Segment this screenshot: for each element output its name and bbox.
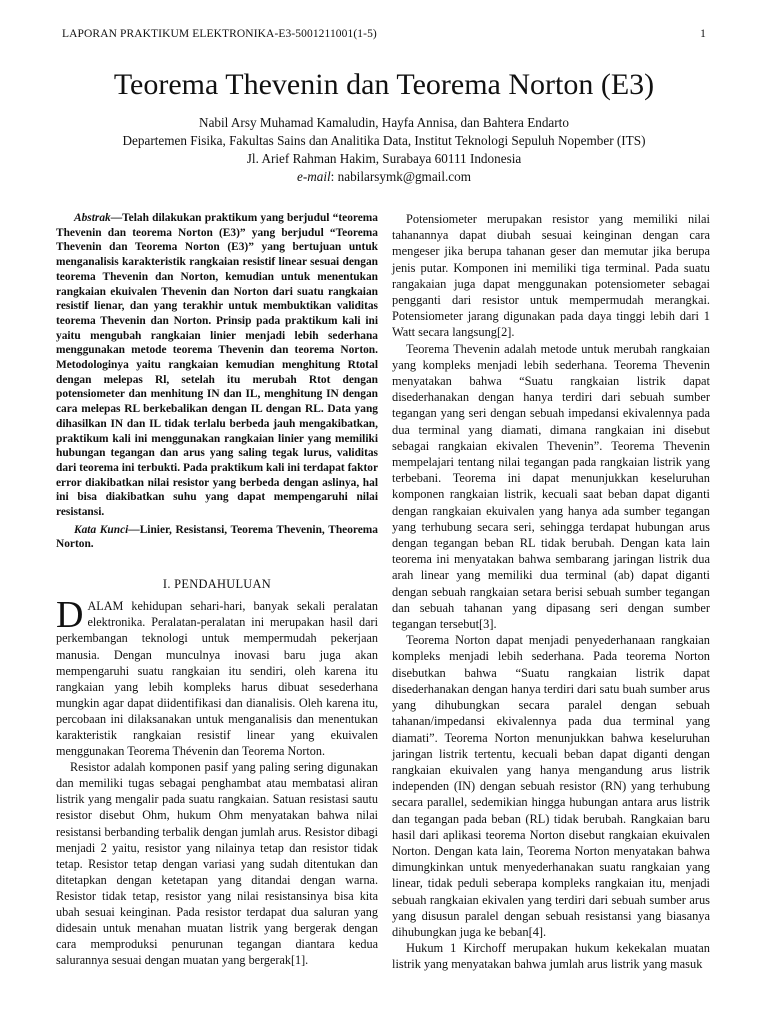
author-block bbox=[0, 114, 768, 186]
kirchoff-paragraph: Hukum 1 Kirchoff merupakan hukum kekekalan muatan listrik yang menyatakan bahwa jumlah arus listrik yang masuk bbox=[392, 941, 710, 972]
author-names: Nabil Arsy Muhamad Kamaludin, Hayfa Annisa, dan Bahtera Endarto bbox=[199, 115, 569, 130]
left-column bbox=[56, 211, 378, 968]
keywords-text: —Linier, Resistansi, Teorema Thevenin, Theorema Norton. bbox=[56, 523, 378, 551]
keywords-lead: Kata Kunci bbox=[74, 523, 129, 536]
abstract-lead: Abstrak bbox=[74, 212, 111, 224]
potentiometer-paragraph: Potensiometer merupakan resistor yang memiliki nilai tahanannya dapat diubah sesuai keinginan dengan cara mengeser jika berupa tahanan geser dan memutar jika berupa jenis putar. Komponen ini memiliki tiga terminal. Pada suatu rangakaian juga dapat menggunakan potensiometer sebagai pengganti dari resistor untuk mempermudah merangkai. Potensiometer jarang digunakan pada daya tinggi lebih dari 1 Watt secara langsung[2]. bbox=[392, 212, 710, 340]
intro-paragraph bbox=[56, 594, 378, 759]
drop-cap: D bbox=[56, 594, 84, 637]
address: Jl. Arief Rahman Hakim, Surabaya 60111 Indonesia bbox=[246, 151, 522, 166]
running-header bbox=[62, 28, 706, 40]
email-label: e-mail bbox=[296, 169, 331, 184]
page-number: 1 bbox=[700, 28, 706, 40]
resistor-paragraph: Resistor adalah komponen pasif yang paling sering digunakan dan memiliki tugas sebagai penghambat atau membatasi aliran listrik yang mengalir pada suatu rangkaian. Satuan resistasi sautu resistor disebut Ohm, hukum Ohm menyatakan bahwa nilai resistansi berbanding terbalik dengan jumlah arus. Resistor dibagi menjadi 2 yaitu, resistor yang nilainya tetap dan resistor tidak tetap. Resistor tetap dengan variasi yang sudah ditentukan dan ditetapkan dengan ketetapan yang ditandai dengan warna. Resistor tidak tetap, resistor yang nilai resistansinya bisa kita ubah sesuai keinginan. Pada resistor terdapat dua saluran yang didesain untuk menahan muatan listrik yang bergerak dengan cara memproduksi penurunan tegangan diantara kedua salurannya sesuai dengan muatan yang bergerak[1]. bbox=[56, 760, 378, 968]
abstract-text: —Telah dilakukan praktikum yang berjudul “teorema Thevenin dan teorema Norton (E3)” yang berjudul “Teorema Thevenin dan Teorema Norton (E3)” yang bertujuan untuk menganalisis karakteristik rangkaian resistif linear sesuai dengan teorema Thevenin dan Norton, kemudian untuk menentukan rangkaian ekuivalen Thevenin dan Norton dari suatu rangkaian resistif lienar, dan yang terakhir untuk membuktikan validitas teorema Thevenin dan Norton. Prinsip pada praktikum kali ini yaitu mengubah rangkaian linier menjadi lebih sederhana menggunakan metode teorema Thevenin dan teorema Norton. Metodologinya yaitu rangkaian kemudian menghitung Rtotal dengan melepas Rl, setelah itu merubah Rtot dengan potensiometer dan menhitung IN dan IL, menghitung IN dengan cara melepas RL berkebalikan dengan IL dengan RL. Data yang dihasilkan IN dan IL tidak terlalu berbeda jauh mengakibatkan, praktikum kali ini menggunakan rangkaian linier yang memiliki hubungan tegangan dan arus yang saling tegak lurus, validitas dari teorema ini terbukti. Pada praktikum kali ini terdapat faktor error diakibatkan nilai resistor yang berbeda dengan aslinya, hal ini bisa diakibatkan suhu yang dapat mempengaruhi nilai resistansi. bbox=[56, 212, 378, 519]
intro-text: ALAM kehidupan sehari-hari, banyak sekali peralatan elektronika. Peralatan-peralatan ini merupakan hasil dari perkembangan teknologi untuk mempermudah pekerjaan manusia. Dengan munculnya inovasi baru juga akan mempengaruhi suatu rangkaian itu sendiri, oleh karena itu rangkaian yang lebih kompleks harus dibuat sesederhana mungkin agar dapat diidentifikasi dan dianalisis. Oleh karena itu, percobaan ini dilaksanakan untuk menganalisis dan menentukan karakteristik rangkaian resistif linear yang ekuivalen menggunakan Teorema Thévenin dan Teorema Norton. bbox=[56, 599, 378, 759]
abstract bbox=[56, 211, 378, 520]
right-column bbox=[392, 211, 710, 973]
email-address: : nabilarsymk@gmail.com bbox=[330, 169, 472, 184]
norton-paragraph: Teorema Norton dapat menjadi penyederhanaan rangkaian kompleks menjadi lebih sederhana. Pada teorema Norton disebutkan bahwa “Suatu rangkaian listrik dapat disederhanakan dengan hanya terdiri dari satu buah sumber arus yang dihubungkan secara paralel dengan sebuah tahanan/impedansi ekivalennya pada dua terminal yang diamati”. Teorema Norton menunjukkan bahwa keseluruhan jaringan listrik tertentu, kecuali beban dapat diganti dengan rangkaian ekuivalen yang hanya mengandung arus listrik independen (IN) dengan sebuah resistor (RN) yang terhubung secara parallel, sedemikian hingga hubungan antara arus listrik dan tegangan pada beban (RL) tidak berubah. Rangkaian baru hasil dari aplikasi teorema Norton disebut rangkaian ekuivalen Norton. Dengan kata lain, Teorema Norton menyatakan bahwa dimungkinkan untuk menyederhanakan suatu rangkaian yang linear, tidak peduli seberapa kompleks rangkaian itu, menjadi sebuah rangkaian ekivalen yang terdiri dari sebuah sumber arus yang disusun paralel dengan sebuah resistansi yang biasanya dihubungkan juga ke beban[4]. bbox=[392, 633, 710, 939]
running-title: LAPORAN PRAKTIKUM ELEKTRONIKA-E3-5001211001(1-5) bbox=[62, 28, 377, 40]
keywords bbox=[56, 523, 378, 552]
email-line bbox=[0, 168, 768, 186]
affiliation: Departemen Fisika, Fakultas Sains dan Analitika Data, Institut Teknologi Sepuluh Nopember (ITS) bbox=[122, 133, 646, 148]
thevenin-paragraph: Teorema Thevenin adalah metode untuk merubah rangkaian yang kompleks menjadi lebih sederhana. Teorema Thevenin menyatakan bahwa “Suatu rangkaian listrik dapat disederhanakan dengan hanya terdiri dari sebuah sumber tegangan yang seri dengan sebuah impedansi ekivalennya pada dua terminal yang diamati, dimana rangkaian ini disebut sebagai rangkaian ekivalen Thevenin”. Teorema Thevenin mempelajari tentang nilai tegangan pada rangkaian listrik yang terbebani. Teorema ini dapat menunjukkan keseluruhan komponen rangkaian listrik, kecuali saat beban dapat diganti dengan rangkaian ekuivalen yang hanya ada sumber tegangan yang terhubung secara seri, sehingga terdapat hubungan arus dengan tegangan beban RL tidak berubah. Dengan kata lain teorema ini menyatakan bahwa sembarang jaringan listrik dua arah linear yang memiliki dua terminal (ab) dapat diganti dengan sebuah rangkaian setara berisi sebuah sumber tegangan dan sebuah tahanan yang dipasang seri dengan sumber tegangan tersebut[3]. bbox=[392, 341, 710, 632]
paper-title: Teorema Thevenin dan Teorema Norton (E3) bbox=[113, 68, 655, 101]
section-heading: I. PENDAHULUAN bbox=[162, 577, 272, 592]
